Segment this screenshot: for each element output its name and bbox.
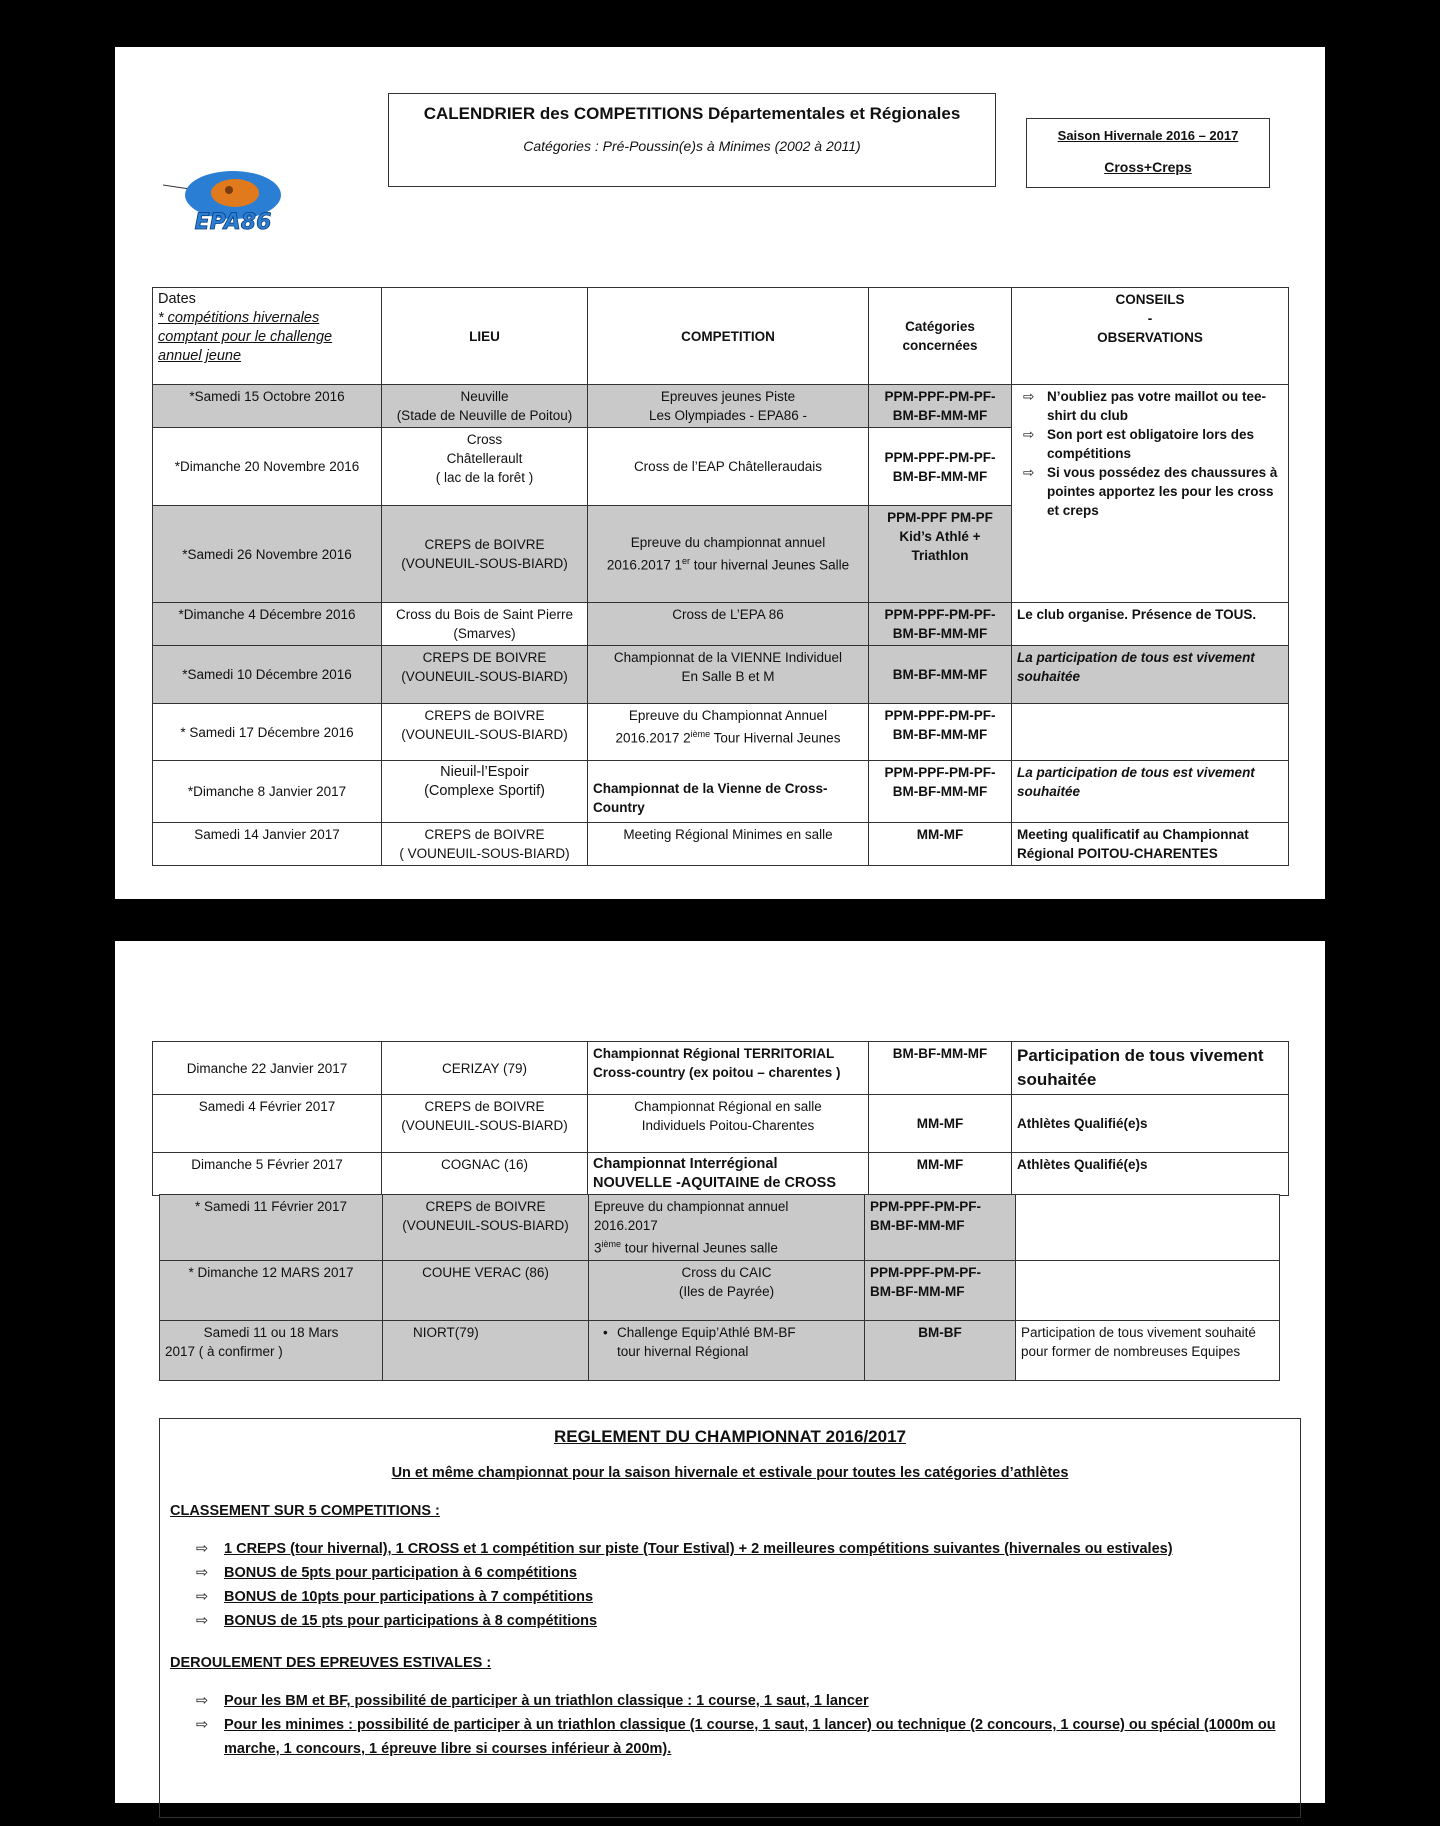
- row-competition: NOUVELLE -AQUITAINE de CROSS: [593, 1175, 837, 1191]
- row-date: Dimanche 22 Janvier 2017: [153, 1042, 382, 1095]
- row-lieu: CREPS DE BOIVRE: [422, 650, 547, 665]
- rules-list-classement: [196, 1537, 1300, 1633]
- season-type: Cross+Creps: [1104, 159, 1192, 175]
- row-competition: Championnat Régional en salle: [634, 1099, 822, 1114]
- rules-list-deroulement: [196, 1689, 1300, 1761]
- row-categories: PPM-PPF-PM-PF-: [884, 708, 996, 723]
- row-lieu: (VOUNEUIL-SOUS-BIARD): [401, 1118, 568, 1133]
- list-item: ⇨ Pour les minimes : possibilité de participer à un triathlon classique (1 course, 1 saut, 1 lancer) ou technique (2 concours, 1 course) ou spécial (1000m ou marche, 1 concours, 1 épreuve libre si courses inférieur à 200m).: [196, 1713, 1300, 1761]
- calendar-table-1: [152, 287, 1289, 866]
- row-competition: tour hivernal Régional: [617, 1343, 749, 1359]
- col-dates-note: * compétitions hivernales comptant pour le challenge annuel jeune: [158, 310, 333, 364]
- row-competition: Meeting Régional Minimes en salle: [588, 823, 869, 866]
- row-competition: Challenge Equip’Athlé BM-BF: [617, 1324, 796, 1340]
- row-categories: BM-BF-MM-MF: [892, 784, 988, 799]
- row-categories: PPM-PPF-PM-PF-: [870, 1199, 981, 1214]
- advice-item: ⇨ N’oubliez pas votre maillot ou tee-shirt du club: [1017, 387, 1283, 425]
- row-lieu: CREPS de BOIVRE: [424, 708, 545, 723]
- table-row: [153, 761, 1289, 823]
- table-row: [153, 603, 1289, 646]
- row-date: *Dimanche 4 Décembre 2016: [153, 603, 382, 646]
- row-date: *Dimanche 8 Janvier 2017: [153, 761, 382, 823]
- row-date: Samedi 11 ou 18 Mars: [203, 1324, 339, 1340]
- row-competition: (Iles de Payrée): [678, 1283, 775, 1299]
- row-competition: Cross de l’EAP Châtelleraudais: [588, 428, 869, 506]
- season-box: [1026, 118, 1270, 188]
- row-date: *Samedi 15 Octobre 2016: [153, 385, 382, 428]
- row-lieu: ( VOUNEUIL-SOUS-BIARD): [399, 846, 570, 861]
- row-categories: PPM-PPF-PM-PF-: [884, 607, 996, 622]
- list-item: ⇨ 1 CREPS (tour hivernal), 1 CROSS et 1 compétition sur piste (Tour Estival) + 2 meilleures compétitions suivantes (hivernales ou estivales): [196, 1537, 1300, 1561]
- row-lieu: NIORT(79): [383, 1320, 589, 1380]
- row-categories: MM-MF: [869, 823, 1012, 866]
- rules-box: [159, 1418, 1301, 1818]
- page-title: CALENDRIER des COMPETITIONS Départementales et Régionales: [423, 104, 961, 123]
- row-date: * Samedi 17 Décembre 2016: [153, 704, 382, 761]
- row-categories: BM-BF-MM-MF: [892, 408, 988, 423]
- table-row: [153, 1042, 1289, 1095]
- season-label: Saison Hivernale 2016 – 2017: [1057, 128, 1239, 143]
- row-lieu: CREPS de BOIVRE: [424, 1099, 545, 1114]
- row-date: *Samedi 26 Novembre 2016: [153, 506, 382, 603]
- row-competition-sup: er: [681, 556, 690, 567]
- row-lieu: Cross du Bois de Saint Pierre: [395, 607, 574, 622]
- col-competition: COMPETITION: [588, 288, 869, 385]
- logo-text: EPA86: [194, 210, 272, 235]
- row-lieu: (VOUNEUIL-SOUS-BIARD): [402, 1218, 569, 1233]
- row-date: * Dimanche 12 MARS 2017: [160, 1260, 383, 1320]
- row-categories: Kid’s Athlé +: [899, 529, 981, 544]
- row-categories: MM-MF: [869, 1095, 1012, 1153]
- row-competition: En Salle B et M: [681, 669, 775, 684]
- row-categories: BM-BF-MM-MF: [892, 727, 988, 742]
- row-date: *Dimanche 20 Novembre 2016: [153, 428, 382, 506]
- row-competition: Cross de L’EPA 86: [588, 603, 869, 646]
- row-competition: Tour Hivernal Jeunes: [710, 730, 841, 746]
- table-row: [153, 646, 1289, 704]
- table-row: [153, 704, 1289, 761]
- row-observation: Participation de tous vivement souhaité pour former de nombreuses Equipes: [1016, 1320, 1280, 1380]
- rules-title: REGLEMENT DU CHAMPIONNAT 2016/2017: [553, 1427, 907, 1446]
- col-dates: Dates: [158, 291, 196, 307]
- row-competition-sup: ième: [601, 1239, 622, 1249]
- table-header-row: [153, 288, 1289, 385]
- row-competition: 2016.2017 2: [615, 730, 691, 746]
- title-box: [388, 93, 996, 187]
- table-row: [153, 1153, 1289, 1196]
- row-competition: tour hivernal Jeunes salle: [621, 1240, 778, 1256]
- epa86-logo: [163, 167, 303, 237]
- table-row: Samedi 11 ou 18 Mars 2017 ( à confirmer ) NIORT(79) • Challenge Equip’Athlé BM-BF tour hivernal Régional BM-BF Participation de tous vivement souhaité pour former de nombreuses Equipes: [160, 1320, 1280, 1380]
- row-lieu: (Complexe Sportif): [424, 783, 545, 799]
- row-competition: Epreuve du Championnat Annuel: [628, 708, 828, 723]
- document-page-2: [115, 941, 1325, 1803]
- row-competition: Cross du CAIC: [681, 1264, 772, 1280]
- row-competition: Epreuve du championnat annuel: [630, 535, 826, 551]
- row-competition: Championnat Régional TERRITORIAL: [593, 1046, 835, 1061]
- calendar-table-3: [159, 1194, 1280, 1381]
- row-competition: Epreuve du championnat annuel: [594, 1199, 789, 1214]
- table-row: [153, 385, 1289, 428]
- row-lieu: COGNAC (16): [382, 1153, 588, 1196]
- col-observations: OBSERVATIONS: [1097, 330, 1203, 345]
- row-observation: Le club organise. Présence de TOUS.: [1012, 603, 1289, 646]
- row-lieu: Châtellerault: [446, 451, 523, 466]
- row-categories: PPM-PPF-PM-PF-: [870, 1264, 981, 1280]
- row-date: Samedi 14 Janvier 2017: [153, 823, 382, 866]
- row-categories: MM-MF: [869, 1153, 1012, 1196]
- row-lieu: CREPS de BOIVRE: [425, 1199, 546, 1214]
- row-lieu: COUHE VERAC (86): [383, 1260, 589, 1320]
- row-date: * Samedi 11 Février 2017: [160, 1195, 383, 1261]
- rules-section-deroulement: DEROULEMENT DES EPREUVES ESTIVALES :: [170, 1655, 492, 1671]
- col-conseils: CONSEILS: [1115, 292, 1185, 307]
- row-observation: Athlètes Qualifié(e)s: [1012, 1153, 1289, 1196]
- advice-cell: [1012, 385, 1289, 603]
- advice-item: ⇨ Son port est obligatoire lors des compétitions: [1017, 425, 1283, 463]
- row-competition: Cross-country (ex poitou – charentes ): [593, 1065, 841, 1080]
- rules-section-classement: CLASSEMENT SUR 5 COMPETITIONS :: [170, 1503, 440, 1519]
- col-dash: -: [1147, 311, 1153, 326]
- row-competition: 2016.2017: [594, 1218, 658, 1233]
- row-categories: BM-BF: [865, 1320, 1016, 1380]
- row-competition: Epreuves jeunes Piste: [660, 389, 796, 404]
- row-lieu: CREPS de BOIVRE: [424, 827, 545, 842]
- row-date: Dimanche 5 Février 2017: [153, 1153, 382, 1196]
- row-competition: Championnat de la VIENNE Individuel: [613, 650, 843, 665]
- row-categories: BM-BF-MM-MF: [869, 646, 1012, 704]
- page-subtitle: Catégories : Pré-Poussin(e)s à Minimes (2002 à 2011): [523, 138, 861, 154]
- col-lieu: LIEU: [382, 288, 588, 385]
- row-categories: BM-BF-MM-MF: [892, 626, 988, 641]
- row-categories: BM-BF-MM-MF: [870, 1218, 965, 1233]
- row-competition: Les Olympiades - EPA86 -: [648, 408, 808, 423]
- row-observation: La participation de tous est vivement souhaitée: [1012, 646, 1289, 704]
- col-categories-1: Catégories: [905, 319, 975, 334]
- row-categories: PPM-PPF-PM-PF-: [884, 389, 996, 404]
- row-categories: BM-BF-MM-MF: [869, 1042, 1012, 1095]
- row-observation: Meeting qualificatif au Championnat Régional POITOU-CHARENTES: [1012, 823, 1289, 866]
- row-competition: 3: [594, 1240, 602, 1256]
- calendar-table-2: [152, 1041, 1289, 1196]
- row-categories: PPM-PPF PM-PF: [887, 510, 993, 525]
- row-competition: Championnat de la Vienne de Cross-Country: [588, 761, 869, 823]
- advice-item: ⇨ Si vous possédez des chaussures à pointes apportez les pour les cross et creps: [1017, 463, 1283, 520]
- row-competition: Individuels Poitou-Charentes: [641, 1118, 815, 1133]
- list-item: ⇨ BONUS de 10pts pour participations à 7 compétitions: [196, 1585, 1300, 1609]
- row-categories: BM-BF-MM-MF: [870, 1283, 965, 1299]
- row-observation: Athlètes Qualifié(e)s: [1012, 1095, 1289, 1153]
- rules-subtitle: Un et même championnat pour la saison hivernale et estivale pour toutes les catégories d’athlètes: [391, 1465, 1069, 1481]
- row-lieu: (Stade de Neuville de Poitou): [396, 408, 573, 423]
- row-categories: PPM-PPF-PM-PF-: [884, 449, 996, 465]
- row-competition: tour hivernal Jeunes Salle: [690, 557, 850, 573]
- row-categories: BM-BF-MM-MF: [892, 468, 988, 484]
- document-page-1: [115, 47, 1325, 899]
- table-row: [160, 1260, 1280, 1320]
- list-item: ⇨ BONUS de 15 pts pour participations à 8 compétitions: [196, 1609, 1300, 1633]
- list-item: ⇨ Pour les BM et BF, possibilité de participer à un triathlon classique : 1 course, 1 saut, 1 lancer: [196, 1689, 1300, 1713]
- row-observation: Participation de tous vivement souhaitée: [1012, 1042, 1289, 1095]
- table-row: [153, 1095, 1289, 1153]
- row-lieu: CREPS de BOIVRE: [424, 537, 545, 552]
- row-lieu: (Smarves): [453, 626, 516, 641]
- row-lieu: (VOUNEUIL-SOUS-BIARD): [401, 669, 568, 684]
- row-competition: Championnat Interrégional: [593, 1156, 778, 1172]
- row-competition: 2016.2017 1: [606, 557, 682, 573]
- row-observation: La participation de tous est vivement souhaitée: [1012, 761, 1289, 823]
- row-categories: Triathlon: [911, 548, 969, 563]
- row-lieu: Nieuil-l’Espoir: [440, 764, 529, 780]
- row-lieu: (VOUNEUIL-SOUS-BIARD): [401, 727, 568, 742]
- row-date: *Samedi 10 Décembre 2016: [153, 646, 382, 704]
- row-date: 2017 ( à confirmer ): [165, 1343, 283, 1359]
- row-lieu: Cross: [466, 432, 503, 447]
- table-row: [153, 823, 1289, 866]
- col-categories-2: concernées: [902, 338, 978, 353]
- row-lieu: ( lac de la forêt ): [435, 470, 534, 485]
- row-lieu: Neuville: [460, 389, 509, 404]
- row-lieu: CERIZAY (79): [382, 1042, 588, 1095]
- row-competition-sup: ième: [690, 729, 711, 739]
- list-item: ⇨ BONUS de 5pts pour participation à 6 compétitions: [196, 1561, 1300, 1585]
- row-lieu: (VOUNEUIL-SOUS-BIARD): [401, 556, 568, 571]
- table-row: [160, 1195, 1280, 1261]
- row-categories: PPM-PPF-PM-PF-: [884, 765, 996, 780]
- row-date: Samedi 4 Février 2017: [153, 1095, 382, 1153]
